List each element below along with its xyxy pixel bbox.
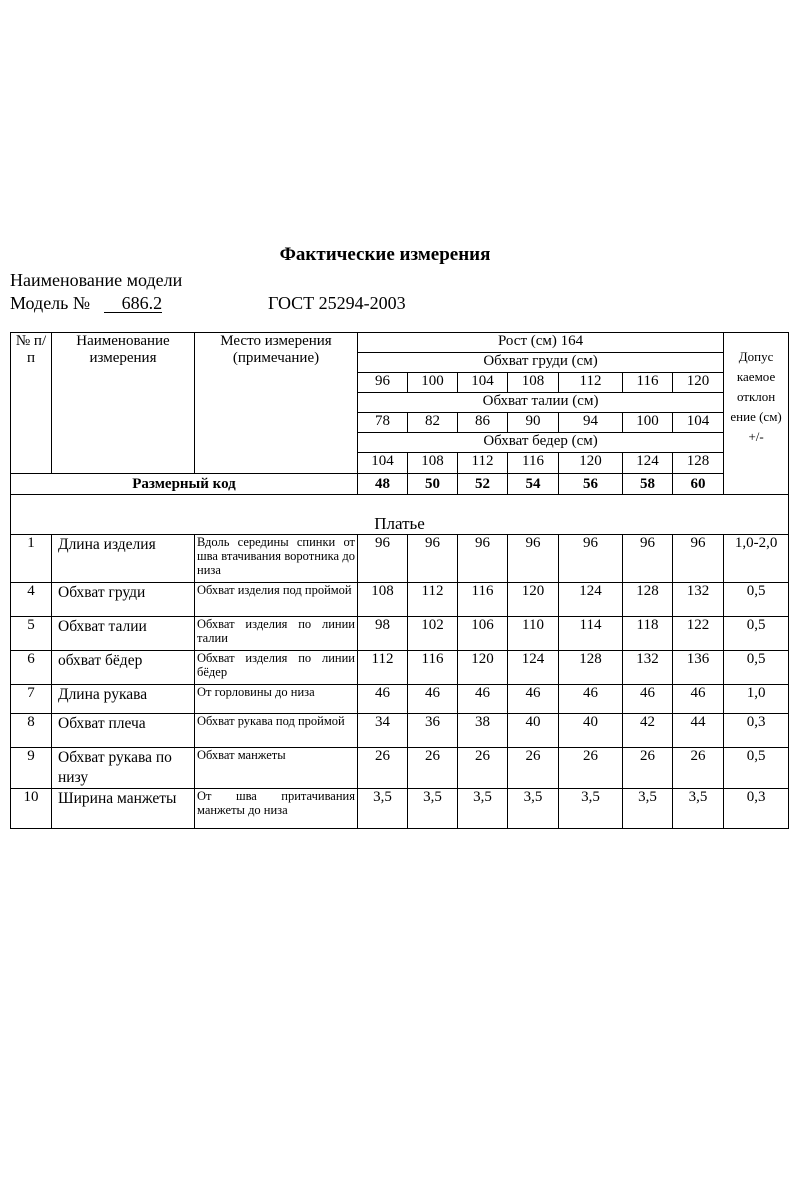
row-place: Обхват рукава под проймой (195, 714, 358, 748)
row-value: 46 (508, 685, 559, 714)
row-value: 96 (358, 535, 408, 583)
table-row (11, 651, 789, 685)
model-number: 686.2 (104, 295, 162, 313)
row-tolerance: 0,5 (724, 617, 789, 651)
table-row (11, 789, 789, 829)
row-value: 96 (508, 535, 559, 583)
header-place: Место измерения (примечание) (195, 333, 358, 474)
row-value: 106 (458, 617, 508, 651)
row-name: Обхват рукава по низу (52, 748, 195, 789)
row-number: 4 (11, 583, 52, 617)
model-line (10, 293, 406, 314)
hip-value: 104 (358, 453, 408, 474)
row-value: 26 (458, 748, 508, 789)
waist-value: 82 (408, 413, 458, 433)
row-value: 116 (458, 583, 508, 617)
header-name: Наименование измерения (52, 333, 195, 474)
row-value: 102 (408, 617, 458, 651)
row-value: 128 (559, 651, 623, 685)
row-value: 26 (358, 748, 408, 789)
row-value: 120 (458, 651, 508, 685)
row-value: 96 (559, 535, 623, 583)
hip-value: 116 (508, 453, 559, 474)
page-title: Фактические измерения (279, 244, 491, 265)
row-number: 7 (11, 685, 52, 714)
row-value: 112 (358, 651, 408, 685)
row-tolerance: 1,0 (724, 685, 789, 714)
row-tolerance: 0,5 (724, 748, 789, 789)
model-name-label: Наименование модели (10, 270, 183, 290)
row-value: 34 (358, 714, 408, 748)
row-place: Вдоль середины спинки от шва втачивания воротника до низа (195, 535, 358, 583)
row-value: 40 (559, 714, 623, 748)
size-code: 60 (673, 474, 724, 495)
row-value: 3,5 (673, 789, 724, 829)
row-name: обхват бёдер (52, 651, 195, 685)
table-row (11, 685, 789, 714)
chest-value: 108 (508, 373, 559, 393)
size-code: 52 (458, 474, 508, 495)
row-value: 112 (408, 583, 458, 617)
row-value: 46 (623, 685, 673, 714)
row-value: 3,5 (458, 789, 508, 829)
row-place: Обхват изделия под проймой (195, 583, 358, 617)
row-value: 46 (458, 685, 508, 714)
hip-value: 120 (559, 453, 623, 474)
row-place: Обхват изделия по линии бёдер (195, 651, 358, 685)
row-value: 122 (673, 617, 724, 651)
waist-value: 86 (458, 413, 508, 433)
header-tolerance: Допус каемое отклон ение (см) +/- (724, 333, 789, 495)
waist-value: 94 (559, 413, 623, 433)
row-value: 132 (623, 651, 673, 685)
row-value: 96 (408, 535, 458, 583)
size-code: 48 (358, 474, 408, 495)
row-number: 6 (11, 651, 52, 685)
size-code: 50 (408, 474, 458, 495)
row-place: От горловины до низа (195, 685, 358, 714)
hip-value: 112 (458, 453, 508, 474)
row-name: Обхват талии (52, 617, 195, 651)
row-value: 3,5 (408, 789, 458, 829)
measurements-table (10, 332, 789, 829)
size-code-label: Размерный код (11, 474, 358, 495)
row-number: 8 (11, 714, 52, 748)
row-value: 46 (408, 685, 458, 714)
row-value: 124 (508, 651, 559, 685)
row-value: 116 (408, 651, 458, 685)
size-code: 56 (559, 474, 623, 495)
row-value: 26 (673, 748, 724, 789)
chest-value: 96 (358, 373, 408, 393)
row-value: 96 (673, 535, 724, 583)
hip-value: 108 (408, 453, 458, 474)
header-num: № п/п (11, 333, 52, 474)
section-title: Платье (11, 495, 789, 535)
row-place: От шва притачивания манжеты до низа (195, 789, 358, 829)
header-chest: Обхват груди (см) (358, 353, 724, 373)
row-value: 3,5 (358, 789, 408, 829)
row-value: 128 (623, 583, 673, 617)
row-value: 96 (458, 535, 508, 583)
row-value: 136 (673, 651, 724, 685)
row-value: 42 (623, 714, 673, 748)
row-value: 120 (508, 583, 559, 617)
row-value: 26 (559, 748, 623, 789)
chest-value: 120 (673, 373, 724, 393)
row-value: 3,5 (559, 789, 623, 829)
gost-label: ГОСТ 25294-2003 (268, 293, 406, 313)
row-number: 5 (11, 617, 52, 651)
row-value: 44 (673, 714, 724, 748)
row-value: 38 (458, 714, 508, 748)
row-value: 46 (559, 685, 623, 714)
table-row (11, 748, 789, 789)
row-tolerance: 0,5 (724, 651, 789, 685)
chest-value: 116 (623, 373, 673, 393)
row-value: 132 (673, 583, 724, 617)
row-value: 40 (508, 714, 559, 748)
row-value: 124 (559, 583, 623, 617)
model-label: Модель № (10, 293, 91, 313)
header-waist: Обхват талии (см) (358, 393, 724, 413)
row-number: 1 (11, 535, 52, 583)
waist-value: 100 (623, 413, 673, 433)
row-name: Длина рукава (52, 685, 195, 714)
row-tolerance: 0,3 (724, 714, 789, 748)
row-number: 9 (11, 748, 52, 789)
table-row (11, 714, 789, 748)
table-row (11, 583, 789, 617)
chest-value: 100 (408, 373, 458, 393)
row-tolerance: 0,3 (724, 789, 789, 829)
waist-value: 78 (358, 413, 408, 433)
row-name: Ширина манжеты (52, 789, 195, 829)
row-place: Обхват манжеты (195, 748, 358, 789)
table-row (11, 617, 789, 651)
row-value: 26 (408, 748, 458, 789)
row-tolerance: 0,5 (724, 583, 789, 617)
hip-value: 128 (673, 453, 724, 474)
header-height: Рост (см) 164 (358, 333, 724, 353)
row-value: 108 (358, 583, 408, 617)
row-place: Обхват изделия по линии талии (195, 617, 358, 651)
row-value: 114 (559, 617, 623, 651)
row-value: 26 (623, 748, 673, 789)
chest-value: 104 (458, 373, 508, 393)
hip-value: 124 (623, 453, 673, 474)
waist-value: 104 (673, 413, 724, 433)
row-value: 26 (508, 748, 559, 789)
row-number: 10 (11, 789, 52, 829)
row-value: 46 (673, 685, 724, 714)
row-value: 96 (623, 535, 673, 583)
header-hips: Обхват бедер (см) (358, 433, 724, 453)
waist-value: 90 (508, 413, 559, 433)
row-name: Обхват плеча (52, 714, 195, 748)
chest-value: 112 (559, 373, 623, 393)
row-value: 46 (358, 685, 408, 714)
row-value: 36 (408, 714, 458, 748)
table-row (11, 535, 789, 583)
row-value: 110 (508, 617, 559, 651)
size-code: 54 (508, 474, 559, 495)
row-value: 3,5 (623, 789, 673, 829)
row-value: 3,5 (508, 789, 559, 829)
row-value: 98 (358, 617, 408, 651)
row-value: 118 (623, 617, 673, 651)
row-name: Обхват груди (52, 583, 195, 617)
row-name: Длина изделия (52, 535, 195, 583)
size-code: 58 (623, 474, 673, 495)
row-tolerance: 1,0-2,0 (724, 535, 789, 583)
